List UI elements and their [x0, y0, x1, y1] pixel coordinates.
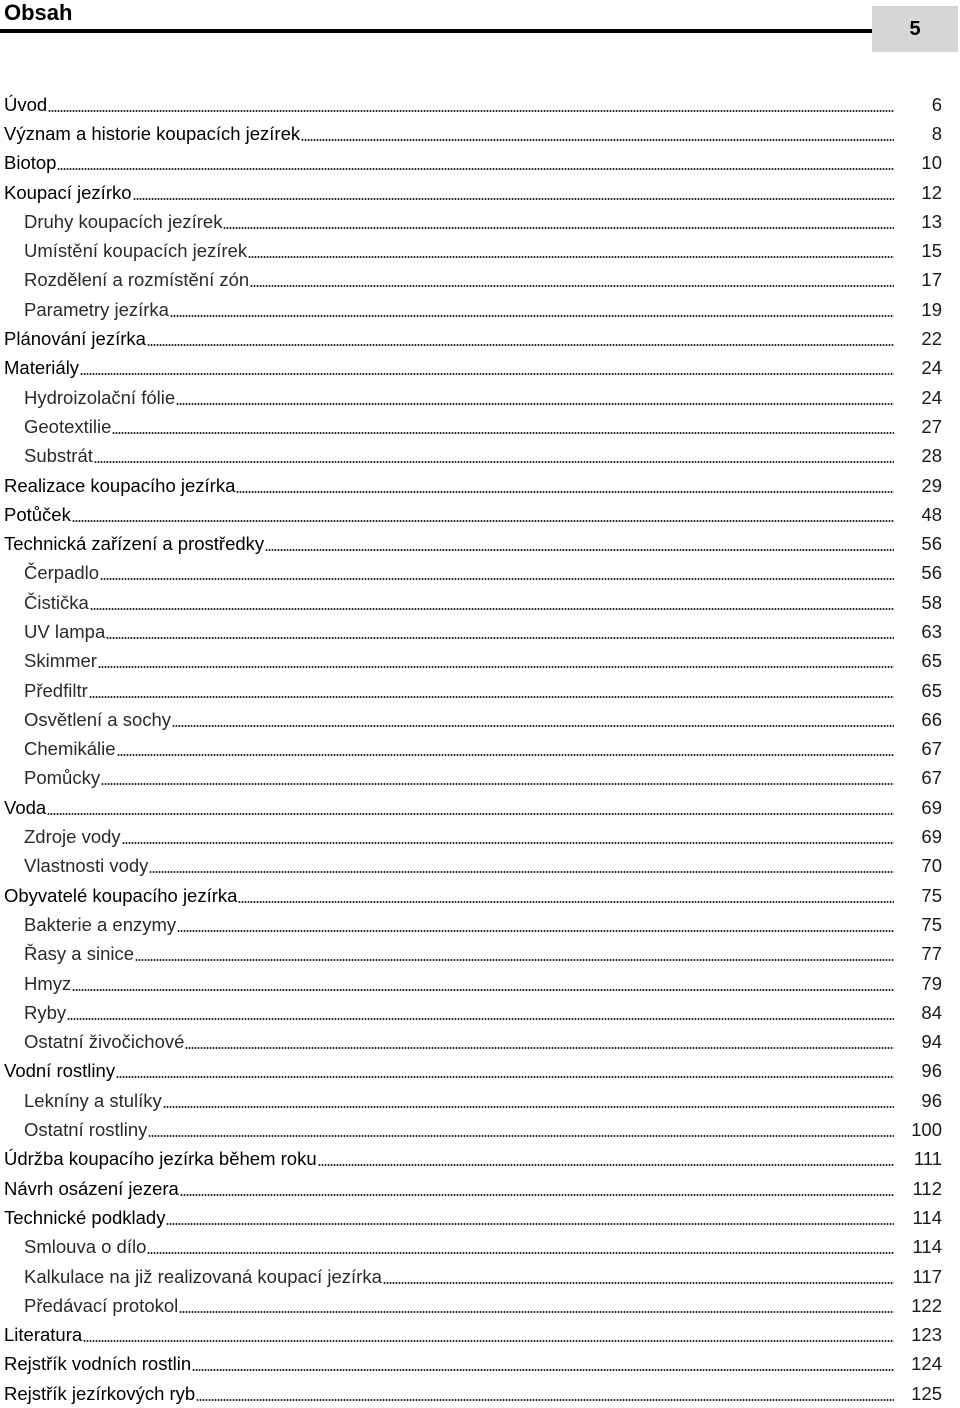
toc-entry[interactable]	[0, 119, 960, 148]
dot-leader	[122, 842, 894, 844]
toc-entry-leader	[24, 236, 894, 265]
toc-entry-leader	[4, 1174, 894, 1203]
toc-entry-title: Technické podklady	[4, 1206, 166, 1228]
toc-entry-page: 100	[911, 1119, 942, 1141]
toc-subentry[interactable]	[0, 1115, 960, 1144]
toc-entry[interactable]	[0, 500, 960, 529]
toc-entry-page: 6	[931, 93, 942, 115]
toc-entry-title: Ryby	[24, 1001, 67, 1023]
toc-entry[interactable]	[0, 1057, 960, 1086]
toc-subentry[interactable]	[0, 647, 960, 676]
toc-entry-leader	[4, 881, 894, 910]
toc-entry-leader	[4, 529, 894, 558]
toc-entry-leader	[24, 383, 894, 412]
toc-subentry[interactable]	[0, 1028, 960, 1057]
toc-entry-leader	[24, 559, 894, 588]
toc-entry-page: 28	[921, 445, 942, 467]
toc-entry-title: Parametry jezírka	[24, 298, 169, 320]
toc-entry-leader	[4, 1379, 894, 1408]
toc-entry-page: 112	[912, 1177, 942, 1199]
toc-subentry[interactable]	[0, 998, 960, 1027]
toc-entry-title: Řasy a sinice	[24, 943, 135, 965]
dot-leader	[147, 344, 894, 346]
dot-leader	[80, 373, 894, 375]
dot-leader	[57, 168, 894, 170]
toc-entry-page: 29	[921, 474, 942, 496]
toc-entry-title: Lekníny a stulíky	[24, 1089, 162, 1111]
dot-leader	[135, 959, 894, 961]
toc-entry-title: Plánování jezírka	[4, 328, 146, 350]
dot-leader	[48, 110, 894, 112]
toc-entry[interactable]	[0, 529, 960, 558]
toc-subentry[interactable]	[0, 764, 960, 793]
toc-entry-page: 56	[921, 562, 942, 584]
toc-subentry[interactable]	[0, 940, 960, 969]
toc-subentry[interactable]	[0, 910, 960, 939]
dot-leader	[90, 608, 894, 610]
toc-entry-leader	[4, 1320, 894, 1349]
toc-entry-title: Realizace koupacího jezírka	[4, 474, 236, 496]
toc-subentry[interactable]	[0, 1086, 960, 1115]
toc-entry-leader	[24, 412, 894, 441]
toc-entry-leader	[24, 852, 894, 881]
toc-subentry[interactable]	[0, 207, 960, 236]
dot-leader	[98, 666, 894, 668]
dot-leader	[250, 285, 894, 287]
toc-entry-title: Rejstřík vodních rostlin	[4, 1353, 192, 1375]
toc-entry-page: 77	[921, 943, 942, 965]
page-title: Obsah	[4, 0, 73, 25]
toc-entry[interactable]	[0, 354, 960, 383]
toc-entry-leader	[24, 207, 894, 236]
toc-entry-page: 15	[921, 240, 942, 262]
toc-subentry[interactable]	[0, 295, 960, 324]
dot-leader	[192, 1369, 894, 1371]
toc-entry-title: Biotop	[4, 152, 57, 174]
dot-leader	[179, 1311, 894, 1313]
toc-entry-page: 123	[911, 1324, 942, 1346]
toc-entry-title: Potůček	[4, 503, 71, 525]
dot-leader	[133, 198, 894, 200]
toc-subentry[interactable]	[0, 676, 960, 705]
toc-entry-title: Substrát	[24, 445, 93, 467]
toc-entry-page: 8	[931, 122, 942, 144]
toc-entry-leader	[24, 822, 894, 851]
toc-entry-page: 56	[921, 533, 942, 555]
toc-entry-title: Návrh osázení jezera	[4, 1177, 179, 1199]
toc-entry-title: Druhy koupacích jezírek	[24, 210, 223, 232]
dot-leader	[170, 315, 894, 317]
toc-entry-page: 70	[921, 855, 942, 877]
toc-subentry[interactable]	[0, 1291, 960, 1320]
toc-entry-title: Zdroje vody	[24, 826, 121, 848]
toc-entry-leader	[24, 1233, 894, 1262]
toc-entry-title: Předávací protokol	[24, 1294, 179, 1316]
dot-leader	[101, 783, 894, 785]
toc-entry-title: Kalkulace na již realizovaná koupací jezírka	[24, 1265, 382, 1287]
toc-entry-leader	[4, 149, 894, 178]
dot-leader	[185, 1047, 894, 1049]
toc-entry-page: 124	[911, 1353, 942, 1375]
dot-leader	[67, 1018, 894, 1020]
toc-entry-title: Geotextilie	[24, 415, 112, 437]
toc-entry-title: Technická zařízení a prostředky	[4, 533, 265, 555]
toc-entry-leader	[4, 1057, 894, 1086]
toc-subentry[interactable]	[0, 383, 960, 412]
toc-entry-page: 22	[921, 328, 942, 350]
toc-entry-page: 67	[921, 738, 942, 760]
toc-entry-page: 66	[921, 708, 942, 730]
toc-entry-page: 96	[921, 1089, 942, 1111]
dot-leader	[106, 637, 894, 639]
toc-entry-page: 17	[921, 269, 942, 291]
toc-subentry[interactable]	[0, 969, 960, 998]
toc-entry-leader	[24, 1291, 894, 1320]
toc-subentry[interactable]	[0, 559, 960, 588]
toc-entry-leader	[24, 647, 894, 676]
toc-entry[interactable]	[0, 1174, 960, 1203]
toc-entry-title: Smlouva o dílo	[24, 1236, 147, 1258]
dot-leader	[112, 432, 894, 434]
toc-subentry[interactable]	[0, 735, 960, 764]
toc-entry-page: 63	[921, 620, 942, 642]
toc-entry-leader	[24, 1086, 894, 1115]
toc-subentry[interactable]	[0, 1233, 960, 1262]
toc-entry-title: Materiály	[4, 357, 80, 379]
toc-entry[interactable]	[0, 1320, 960, 1349]
toc-entry-title: Rozdělení a rozmístění zón	[24, 269, 250, 291]
toc-entry-leader	[4, 500, 894, 529]
toc-entry-title: Úvod	[4, 93, 48, 115]
toc-entry-page: 69	[921, 796, 942, 818]
toc-entry[interactable]	[0, 178, 960, 207]
dot-leader	[383, 1282, 894, 1284]
toc-entry-leader	[4, 119, 894, 148]
toc-entry-title: Význam a historie koupacích jezírek	[4, 122, 301, 144]
dot-leader	[147, 1252, 894, 1254]
toc-entry-title: Osvětlení a sochy	[24, 708, 172, 730]
dot-leader	[265, 549, 894, 551]
toc-entry-page: 24	[921, 357, 942, 379]
toc-entry-title: Pomůcky	[24, 767, 101, 789]
toc-entry-title: Chemikálie	[24, 738, 116, 760]
toc-entry[interactable]	[0, 471, 960, 500]
toc-entry-leader	[24, 617, 894, 646]
toc-subentry[interactable]	[0, 266, 960, 295]
toc-entry-leader	[4, 90, 894, 119]
toc-entry-leader	[4, 471, 894, 500]
toc-entry-title: Hmyz	[24, 972, 72, 994]
dot-leader	[196, 1399, 894, 1401]
dot-leader	[172, 725, 894, 727]
toc-entry-leader	[24, 998, 894, 1027]
toc-entry-leader	[24, 1115, 894, 1144]
dot-leader	[238, 901, 894, 903]
toc-entry-page: 13	[921, 210, 942, 232]
page-number: 5	[909, 17, 921, 40]
toc-entry-page: 114	[912, 1206, 942, 1228]
toc-entry-page: 96	[921, 1060, 942, 1082]
toc-entry[interactable]	[0, 149, 960, 178]
dot-leader	[117, 754, 894, 756]
toc-entry-title: Skimmer	[24, 650, 97, 672]
toc-entry-title: Bakterie a enzymy	[24, 913, 177, 935]
dot-leader	[72, 520, 894, 522]
toc-subentry[interactable]	[0, 822, 960, 851]
dot-leader	[177, 930, 894, 932]
toc-entry-leader	[24, 1262, 894, 1291]
toc-entry-leader	[24, 266, 894, 295]
toc-entry-title: Ostatní živočichové	[24, 1031, 185, 1053]
toc-subentry[interactable]	[0, 852, 960, 881]
dot-leader	[149, 871, 894, 873]
toc-entry-title: Literatura	[4, 1324, 83, 1346]
dot-leader	[163, 1106, 894, 1108]
toc-entry-leader	[24, 764, 894, 793]
toc-entry-page: 125	[911, 1382, 942, 1404]
toc-subentry[interactable]	[0, 442, 960, 471]
toc-entry-leader	[24, 940, 894, 969]
toc-entry-leader	[24, 442, 894, 471]
dot-leader	[176, 403, 894, 405]
toc-subentry[interactable]	[0, 1262, 960, 1291]
toc-entry-page: 84	[921, 1001, 942, 1023]
toc-entry-page: 48	[921, 503, 942, 525]
header-rule	[0, 29, 872, 33]
toc-entry-page: 27	[921, 415, 942, 437]
toc-entry-title: Čistička	[24, 591, 89, 613]
toc-entry-page: 67	[921, 767, 942, 789]
toc-entry-title: Koupací jezírko	[4, 181, 132, 203]
table-of-contents	[0, 90, 960, 1408]
toc-entry[interactable]	[0, 324, 960, 353]
toc-entry-leader	[24, 910, 894, 939]
toc-entry-leader	[4, 1350, 894, 1379]
dot-leader	[236, 491, 894, 493]
toc-entry-title: UV lampa	[24, 620, 106, 642]
dot-leader	[83, 1340, 894, 1342]
toc-entry-page: 94	[921, 1031, 942, 1053]
toc-entry-page: 117	[912, 1265, 942, 1287]
toc-entry-title: Vlastnosti vody	[24, 855, 149, 877]
dot-leader	[89, 696, 894, 698]
toc-entry-title: Vodní rostliny	[4, 1060, 116, 1082]
toc-entry-leader	[4, 1145, 894, 1174]
toc-entry-leader	[4, 178, 894, 207]
toc-entry-title: Hydroizolační fólie	[24, 386, 176, 408]
toc-entry-title: Umístění koupacích jezírek	[24, 240, 248, 262]
toc-entry-leader	[4, 354, 894, 383]
page-number-box	[872, 6, 958, 52]
dot-leader	[116, 1076, 894, 1078]
toc-subentry[interactable]	[0, 617, 960, 646]
toc-subentry[interactable]	[0, 705, 960, 734]
toc-entry-page: 114	[912, 1236, 942, 1258]
toc-entry-page: 69	[921, 826, 942, 848]
toc-entry-title: Údržba koupacího jezírka během roku	[4, 1148, 317, 1170]
toc-subentry[interactable]	[0, 412, 960, 441]
toc-entry-title: Obyvatelé koupacího jezírka	[4, 884, 238, 906]
dot-leader	[318, 1164, 894, 1166]
toc-entry-title: Předfiltr	[24, 679, 88, 701]
toc-entry-leader	[24, 969, 894, 998]
toc-entry-page: 12	[921, 181, 942, 203]
dot-leader	[180, 1194, 894, 1196]
toc-subentry[interactable]	[0, 236, 960, 265]
toc-entry[interactable]	[0, 793, 960, 822]
dot-leader	[94, 461, 894, 463]
toc-entry-page: 19	[921, 298, 942, 320]
dot-leader	[301, 139, 894, 141]
toc-entry-leader	[24, 676, 894, 705]
toc-entry-leader	[4, 793, 894, 822]
toc-entry[interactable]	[0, 90, 960, 119]
toc-entry-leader	[24, 705, 894, 734]
toc-entry-title: Čerpadlo	[24, 562, 100, 584]
dot-leader	[248, 256, 894, 258]
toc-entry[interactable]	[0, 1350, 960, 1379]
dot-leader	[223, 227, 894, 229]
toc-subentry[interactable]	[0, 588, 960, 617]
toc-entry-page: 122	[911, 1294, 942, 1316]
dot-leader	[166, 1223, 894, 1225]
toc-entry-leader	[4, 324, 894, 353]
toc-entry-title: Voda	[4, 796, 47, 818]
toc-entry-page: 79	[921, 972, 942, 994]
toc-entry-page: 75	[921, 913, 942, 935]
toc-entry-title: Ostatní rostliny	[24, 1119, 148, 1141]
toc-entry-leader	[24, 588, 894, 617]
toc-entry[interactable]	[0, 1379, 960, 1408]
toc-entry-page: 24	[921, 386, 942, 408]
toc-entry[interactable]	[0, 881, 960, 910]
toc-entry-leader	[4, 1203, 894, 1232]
toc-entry-page: 75	[921, 884, 942, 906]
toc-entry-leader	[24, 1028, 894, 1057]
toc-entry-page: 10	[921, 152, 942, 174]
toc-entry-page: 111	[913, 1148, 942, 1170]
dot-leader	[100, 578, 894, 580]
dot-leader	[148, 1135, 894, 1137]
dot-leader	[47, 813, 894, 815]
toc-entry-leader	[24, 295, 894, 324]
toc-entry-page: 65	[921, 679, 942, 701]
toc-entry-page: 65	[921, 650, 942, 672]
toc-entry-title: Rejstřík jezírkových ryb	[4, 1382, 196, 1404]
dot-leader	[72, 989, 894, 991]
toc-entry[interactable]	[0, 1145, 960, 1174]
toc-entry[interactable]	[0, 1203, 960, 1232]
toc-entry-page: 58	[921, 591, 942, 613]
toc-entry-leader	[24, 735, 894, 764]
